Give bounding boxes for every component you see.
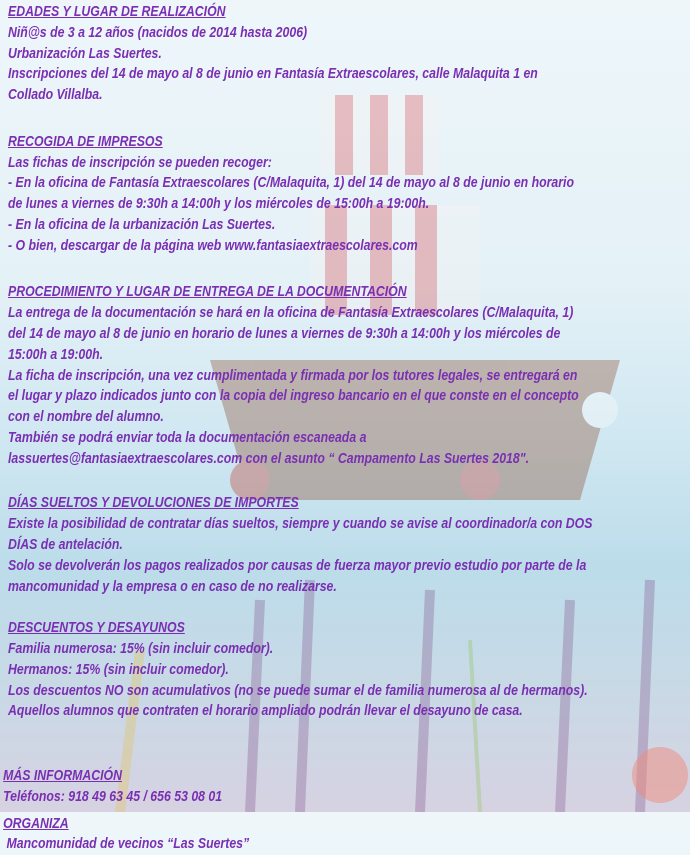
text-line: Niñ@s de 3 a 12 años (nacidos de 2014 hasta 2006) bbox=[8, 23, 308, 41]
organizer-name: Mancomunidad de vecinos “Las Suertes” bbox=[3, 835, 250, 853]
flyer-document bbox=[3, 2, 689, 855]
text-line: Collado Villalba. bbox=[8, 86, 103, 104]
section-organiza bbox=[3, 814, 689, 855]
text-line: del 14 de mayo al 8 de junio en horario de lunes a viernes de 9:30h a 14:00h y los miércoles de bbox=[8, 324, 561, 342]
text-line: La entrega de la documentación se hará en la oficina de Fantasía Extraescolares (C/Malaquita, 1) bbox=[8, 304, 574, 322]
text-line: - En la oficina de la urbanización Las Suertes. bbox=[8, 215, 276, 233]
text-line: Existe la posibilidad de contratar días sueltos, siempre y cuando se avise al coordinador/a con DOS bbox=[8, 515, 593, 533]
text-line: Aquellos alumnos que contraten el horario ampliado podrán llevar el desayuno de casa. bbox=[8, 702, 523, 720]
section-edades bbox=[8, 2, 689, 106]
section-heading: PROCEDIMIENTO Y LUGAR DE ENTREGA DE LA DOCUMENTACIÓN bbox=[8, 283, 407, 301]
section-heading: DESCUENTOS Y DESAYUNOS bbox=[8, 619, 185, 637]
text-line: Hermanos: 15% (sin incluir comedor). bbox=[8, 660, 229, 678]
section-heading: ORGANIZA bbox=[3, 814, 69, 832]
text-line: Las fichas de inscripción se pueden recoger: bbox=[8, 153, 272, 171]
text-line: La ficha de inscripción, una vez cumplimentada y firmada por los tutores legales, se entregará en bbox=[8, 366, 578, 384]
section-descuentos bbox=[8, 618, 689, 722]
text-line: - En la oficina de Fantasía Extraescolares (C/Malaquita, 1) del 14 de mayo al 8 de junio en horario bbox=[8, 174, 574, 192]
text-line: También se podrá enviar toda la documentación escaneada a bbox=[8, 428, 367, 446]
text-line: de lunes a viernes de 9:30h a 14:00h y los miércoles de 15:00h a 19:00h. bbox=[8, 195, 430, 213]
text-line: con el nombre del alumno. bbox=[8, 408, 164, 426]
text-line: Familia numerosa: 15% (sin incluir comedor). bbox=[8, 639, 274, 657]
section-recogida bbox=[8, 132, 689, 257]
text-line: DÍAS de antelación. bbox=[8, 535, 123, 553]
text-line: Los descuentos NO son acumulativos (no se puede sumar el de familia numerosa al de hermanos). bbox=[8, 681, 588, 699]
email-link-line[interactable]: lassuertes@fantasiaextraescolares.com con el asunto “ Campamento Las Suertes 2018". bbox=[8, 449, 529, 467]
text-line: Solo se devolverán los pagos realizados por causas de fuerza mayor previo estudio por parte de la bbox=[8, 556, 587, 574]
section-heading: MÁS INFORMACIÓN bbox=[3, 767, 122, 785]
section-heading: RECOGIDA DE IMPRESOS bbox=[8, 132, 163, 150]
text-line: 15:00h a 19:00h. bbox=[8, 345, 104, 363]
text-line: Urbanización Las Suertes. bbox=[8, 44, 162, 62]
website-link-line[interactable]: - O bien, descargar de la página web www.fantasiaextraescolares.com bbox=[8, 236, 418, 254]
phone-numbers: Teléfonos: 918 49 63 45 / 656 53 08 01 bbox=[3, 787, 223, 805]
text-line: mancomunidad y la empresa o en caso de no realizarse. bbox=[8, 577, 337, 595]
text-line: el lugar y plazo indicados junto con la copia del ingreso bancario en el que conste en el concepto bbox=[8, 387, 579, 405]
section-heading: DÍAS SUELTOS Y DEVOLUCIONES DE IMPORTES bbox=[8, 494, 299, 512]
section-dias-sueltos bbox=[8, 493, 689, 597]
text-line: Inscripciones del 14 de mayo al 8 de junio en Fantasía Extraescolares, calle Malaquita 1 en bbox=[8, 65, 538, 83]
section-mas-informacion bbox=[3, 766, 689, 808]
section-procedimiento bbox=[8, 282, 689, 469]
section-heading: EDADES Y LUGAR DE REALIZACIÓN bbox=[8, 3, 226, 20]
